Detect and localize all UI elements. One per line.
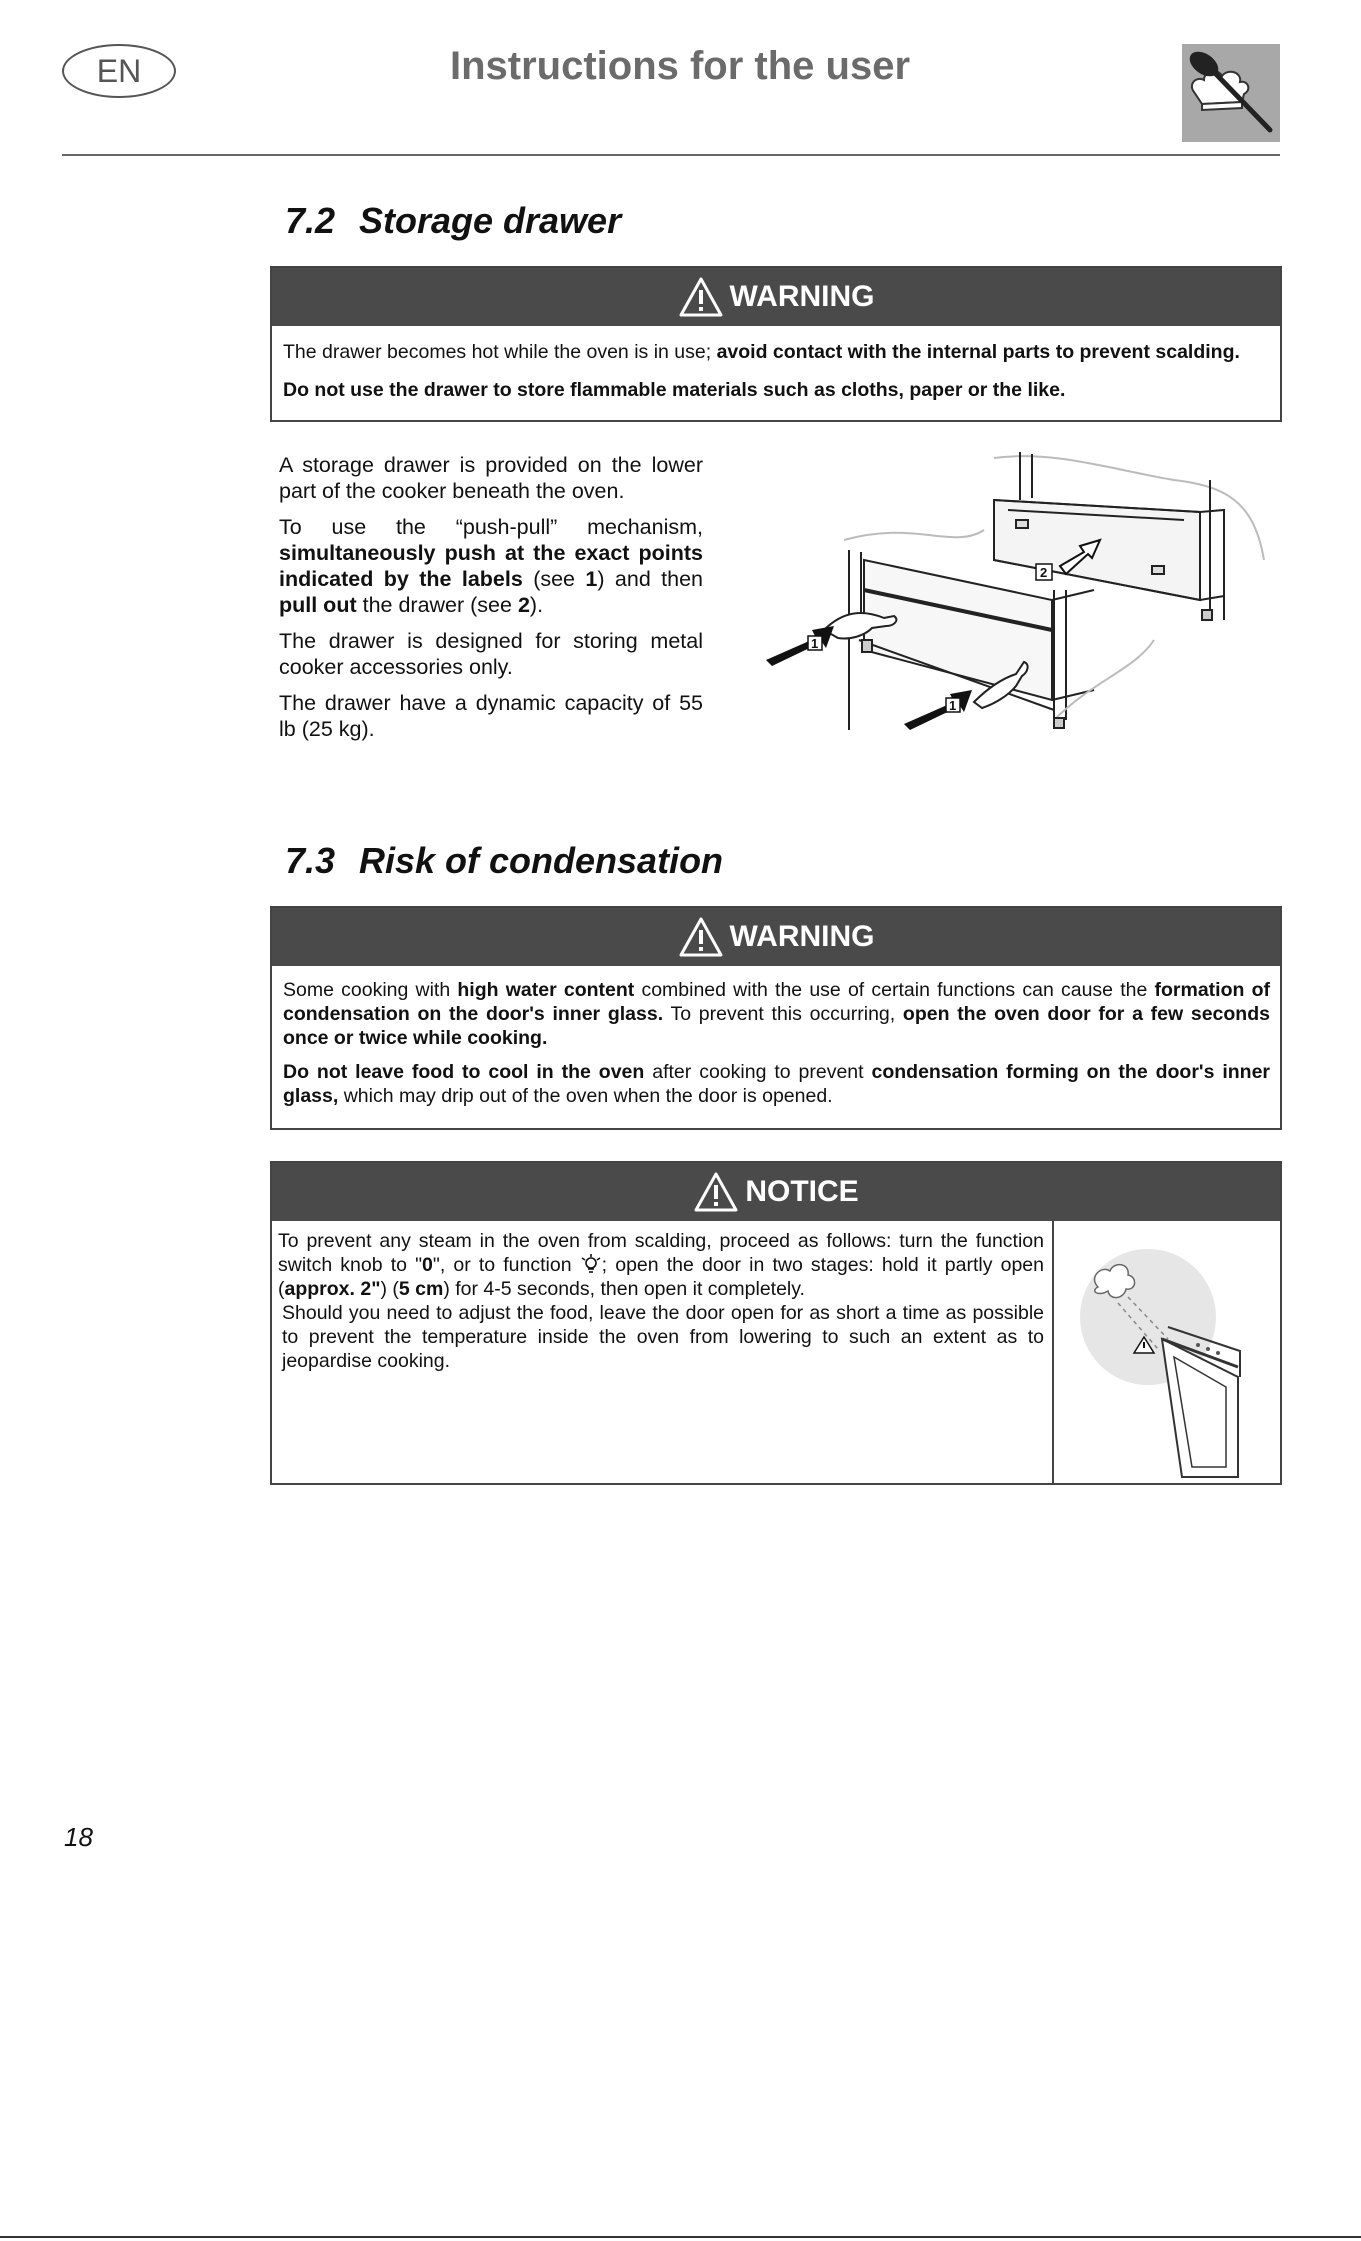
notice-box bbox=[270, 1161, 1282, 1485]
bottom-divider bbox=[0, 2236, 1361, 2238]
section-number: 7.3 bbox=[285, 840, 336, 881]
drawer-description bbox=[279, 452, 703, 752]
notice-header bbox=[272, 1163, 1280, 1221]
section-heading-7-2 bbox=[285, 200, 621, 242]
page-title: Instructions for the user bbox=[449, 44, 911, 88]
header-divider bbox=[62, 154, 1280, 156]
warning-box-drawer bbox=[270, 266, 1282, 422]
lamp-icon bbox=[580, 1254, 602, 1274]
paragraph: To use the “push-pull” mechanism, simultaneously push at the exact points indicated by the labels (see 1) and then pull out the drawer (see 2). bbox=[279, 515, 704, 617]
warning-label: WARNING bbox=[729, 920, 875, 953]
oven-door-steam-illustration bbox=[1058, 1227, 1278, 1479]
warning-header bbox=[272, 908, 1280, 966]
warning-triangle-icon bbox=[693, 1171, 739, 1213]
drawer-illustration bbox=[754, 440, 1274, 746]
pull-label: 2 bbox=[1040, 565, 1048, 580]
warning-text-normal: The drawer becomes hot while the oven is in use; bbox=[283, 341, 717, 363]
warning-text: Some cooking with high water content combined with the use of certain functions can cause the formation of condensation on the door's inner glass. To prevent this occurring, open the oven door for a few seconds once or twice while cooking. Do not leave food to cool in the oven after cooking to prevent condensation forming on the door's inner glass, which may drip out of the oven when the door is opened. bbox=[283, 979, 1271, 1107]
push-label: 1 bbox=[949, 698, 957, 713]
push-label: 1 bbox=[811, 636, 819, 651]
section-title: Storage drawer bbox=[359, 200, 622, 241]
warning-triangle-icon bbox=[678, 916, 724, 958]
warning-header bbox=[272, 268, 1280, 326]
warning-triangle-icon bbox=[678, 276, 724, 318]
notice-label: NOTICE bbox=[745, 1175, 859, 1208]
warning-text-bold: Do not use the drawer to store flammable materials such as cloths, paper or the like. bbox=[283, 379, 1066, 401]
section-title: Risk of condensation bbox=[359, 840, 724, 881]
notice-text-cell bbox=[272, 1221, 1054, 1483]
paragraph: The drawer have a dynamic capacity of 55 lb (25 kg). bbox=[279, 691, 703, 741]
section-heading-7-3 bbox=[285, 840, 723, 882]
section-number: 7.2 bbox=[285, 200, 336, 241]
warning-text bbox=[272, 326, 1280, 402]
paragraph: The drawer is designed for storing metal cooker accessories only. bbox=[279, 629, 703, 679]
paragraph: A storage drawer is provided on the lower part of the cooker beneath the oven. bbox=[279, 453, 703, 503]
warning-label: WARNING bbox=[729, 280, 875, 313]
warning-box-condensation bbox=[270, 906, 1282, 1130]
chef-logo-icon bbox=[1182, 44, 1280, 142]
warning-text-bold: avoid contact with the internal parts to prevent scalding. bbox=[716, 341, 1240, 363]
notice-text: To prevent any steam in the oven from scalding, proceed as follows: turn the function switch knob to "0", or to function ; open the door in two stages: hold it partly open (approx. 2") (5 cm) for 4-5 seconds, then open it completely. Should you need to adjust the food, leave the door open for as short a time as possible to prevent the temperature inside the oven from lowering to such an extent as to jeopardise cooking. bbox=[278, 1230, 1044, 1372]
language-badge: EN bbox=[62, 44, 176, 98]
page-number: 18 bbox=[64, 1822, 93, 1852]
